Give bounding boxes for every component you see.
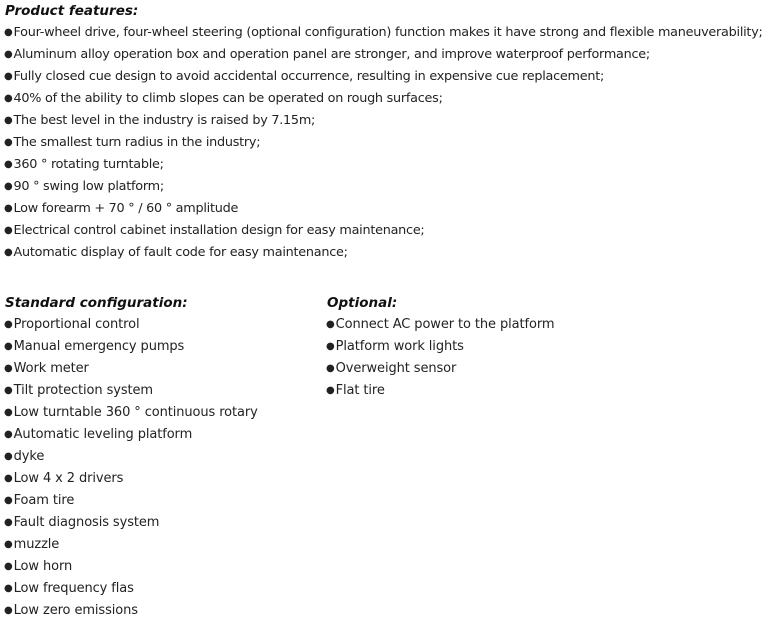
list-item <box>4 336 258 358</box>
list-item <box>326 336 554 358</box>
list-item-text: 90 ° swing low platform; <box>13 179 164 194</box>
list-item-text: The best level in the industry is raised by 7.15m; <box>13 113 316 128</box>
list-item-text: Work meter <box>13 361 89 376</box>
bullet-icon: ● <box>4 605 13 616</box>
bullet-icon: ● <box>326 363 335 374</box>
bullet-icon: ● <box>4 181 13 192</box>
bullet-icon: ● <box>4 71 13 82</box>
list-item-text: Low horn <box>13 559 73 574</box>
list-item <box>4 242 763 264</box>
list-item-text: 360 ° rotating turntable; <box>13 157 164 172</box>
list-item-text: Fault diagnosis system <box>13 515 160 530</box>
optional-list <box>326 314 554 402</box>
list-item-text: Connect AC power to the platform <box>335 317 555 332</box>
list-item-text: Proportional control <box>13 317 140 332</box>
list-item <box>4 66 763 88</box>
bullet-icon: ● <box>4 203 13 214</box>
list-item-text: Low forearm + 70 ° / 60 ° amplitude <box>13 201 239 216</box>
list-item <box>4 154 763 176</box>
list-item <box>4 424 258 446</box>
list-item-text: Platform work lights <box>335 339 464 354</box>
bullet-icon: ● <box>4 93 13 104</box>
list-item-text: Low zero emissions <box>13 603 138 618</box>
bullet-icon: ● <box>4 319 13 330</box>
list-item <box>4 512 258 534</box>
list-item-text: Automatic display of fault code for easy maintenance; <box>13 245 348 260</box>
list-item <box>4 468 258 490</box>
bullet-icon: ● <box>4 407 13 418</box>
list-item <box>4 44 763 66</box>
list-item <box>4 578 258 600</box>
list-item-text: The smallest turn radius in the industry; <box>13 135 261 150</box>
bullet-icon: ● <box>4 225 13 236</box>
bullet-icon: ● <box>4 385 13 396</box>
list-item <box>4 490 258 512</box>
list-item-text: 40% of the ability to climb slopes can be operated on rough surfaces; <box>13 91 443 106</box>
list-item <box>4 556 258 578</box>
list-item <box>4 110 763 132</box>
bullet-icon: ● <box>4 49 13 60</box>
list-item <box>326 358 554 380</box>
bullet-icon: ● <box>4 517 13 528</box>
list-item <box>4 314 258 336</box>
list-item <box>4 380 258 402</box>
optional-heading: Optional: <box>327 295 398 311</box>
bullet-icon: ● <box>4 539 13 550</box>
list-item <box>4 132 763 154</box>
list-item-text: Overweight sensor <box>335 361 457 376</box>
bullet-icon: ● <box>4 247 13 258</box>
bullet-icon: ● <box>4 451 13 462</box>
list-item-text: Low 4 x 2 drivers <box>13 471 124 486</box>
bullet-icon: ● <box>4 495 13 506</box>
list-item-text: muzzle <box>13 537 60 552</box>
bullet-icon: ● <box>4 27 13 38</box>
bullet-icon: ● <box>326 385 335 396</box>
list-item <box>326 380 554 402</box>
product-features-heading: Product features: <box>5 3 139 19</box>
bullet-icon: ● <box>326 341 335 352</box>
standard-configuration-list <box>4 314 258 622</box>
list-item-text: Four-wheel drive, four-wheel steering (optional configuration) function makes it have strong and flexible maneuverability; <box>13 25 763 40</box>
bullet-icon: ● <box>4 115 13 126</box>
list-item <box>4 176 763 198</box>
list-item <box>4 446 258 468</box>
bullet-icon: ● <box>4 363 13 374</box>
list-item-text: Flat tire <box>335 383 385 398</box>
list-item-text: Manual emergency pumps <box>13 339 185 354</box>
bullet-icon: ● <box>4 473 13 484</box>
bullet-icon: ● <box>4 341 13 352</box>
list-item-text: Low frequency flas <box>13 581 134 596</box>
bullet-icon: ● <box>4 159 13 170</box>
list-item-text: Automatic leveling platform <box>13 427 193 442</box>
bullet-icon: ● <box>4 137 13 148</box>
bullet-icon: ● <box>4 583 13 594</box>
list-item-text: Low turntable 360 ° continuous rotary <box>13 405 258 420</box>
list-item <box>4 600 258 622</box>
bullet-icon: ● <box>326 319 335 330</box>
bullet-icon: ● <box>4 561 13 572</box>
list-item <box>326 314 554 336</box>
list-item-text: Tilt protection system <box>13 383 153 398</box>
bullet-icon: ● <box>4 429 13 440</box>
list-item <box>4 88 763 110</box>
list-item-text: dyke <box>13 449 45 464</box>
list-item-text: Electrical control cabinet installation design for easy maintenance; <box>13 223 425 238</box>
list-item-text: Foam tire <box>13 493 75 508</box>
list-item <box>4 358 258 380</box>
list-item <box>4 534 258 556</box>
list-item <box>4 402 258 424</box>
standard-configuration-heading: Standard configuration: <box>5 295 188 311</box>
list-item-text: Aluminum alloy operation box and operation panel are stronger, and improve waterproof performance; <box>13 47 650 62</box>
list-item-text: Fully closed cue design to avoid accidental occurrence, resulting in expensive cue replacement; <box>13 69 605 84</box>
product-features-list <box>4 22 763 264</box>
list-item <box>4 198 763 220</box>
list-item <box>4 22 763 44</box>
list-item <box>4 220 763 242</box>
